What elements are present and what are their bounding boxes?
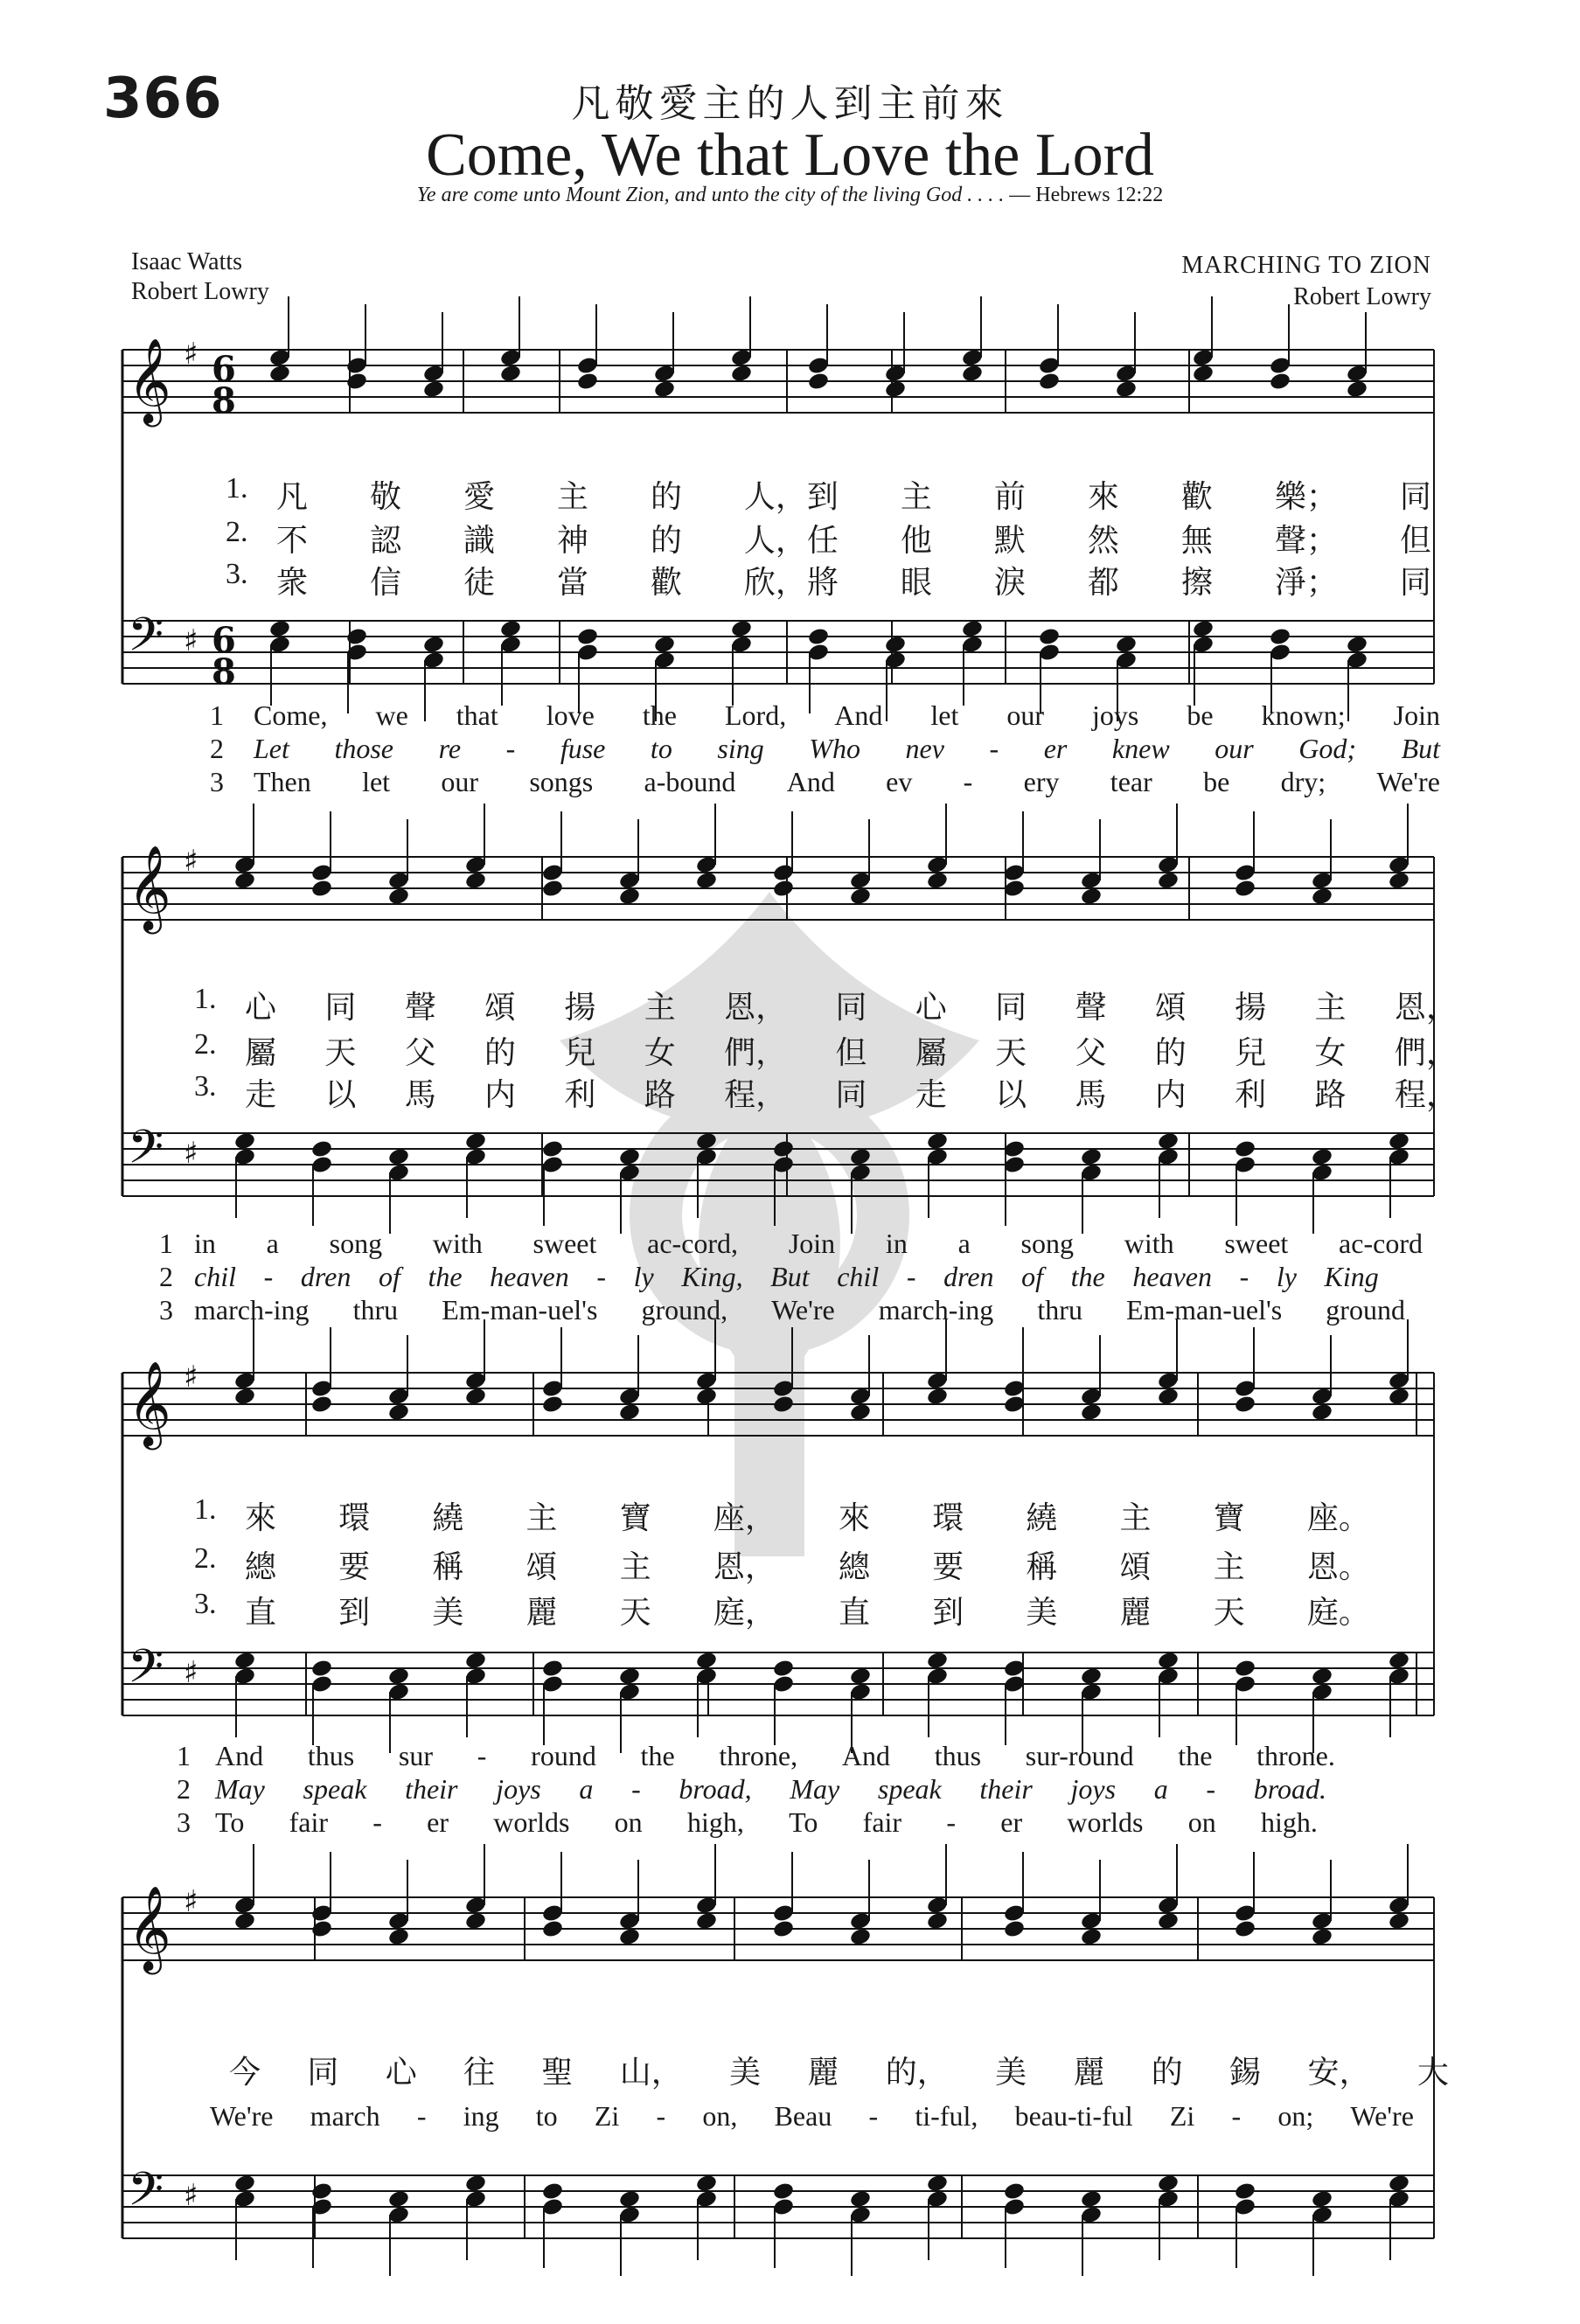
note-head xyxy=(772,1139,795,1159)
note-head xyxy=(499,619,522,639)
note-head xyxy=(772,1395,795,1415)
note-head xyxy=(1346,635,1368,655)
note-head xyxy=(1311,1402,1333,1423)
lyric-text: 不 認 識 神 的 人，任 他 默 然 無 聲； 但 xyxy=(276,523,1431,559)
note-head xyxy=(772,1919,795,1939)
note-head xyxy=(576,372,599,392)
note-head xyxy=(1080,2189,1103,2209)
note-head xyxy=(884,635,907,655)
note-head xyxy=(730,364,753,384)
note-head xyxy=(464,1387,487,1407)
note-head xyxy=(695,1131,718,1152)
note-head xyxy=(1234,1139,1256,1159)
verse-number: 2. xyxy=(194,1542,217,1575)
time-signature-top: 6 xyxy=(212,349,236,390)
note-head xyxy=(1192,364,1215,384)
key-signature-sharp: ♯ xyxy=(184,1360,198,1395)
lyric-text: 屬 天 父 的 兒 女 們， 但 屬 天 父 的 兒 女 們， xyxy=(245,1035,1458,1071)
lyric-text: 直 到 美 麗 天 庭， 直 到 美 麗 天 庭。 xyxy=(245,1595,1370,1631)
note-head xyxy=(884,379,907,400)
verse-number: 3 xyxy=(210,766,224,797)
note-head xyxy=(1157,1911,1180,1931)
note-head xyxy=(233,1911,256,1931)
note-head xyxy=(345,372,368,392)
note-head xyxy=(1388,1131,1410,1152)
verse-number: 2 xyxy=(177,1773,191,1805)
lyric-text: Let those re - fuse to sing Who nev - er knew our God; But xyxy=(254,733,1440,764)
lyric-text: 凡 敬 愛 主 的 人，到 主 前 來 歡 樂； 同 xyxy=(276,479,1431,515)
note-head xyxy=(1038,372,1061,392)
note-head xyxy=(310,1395,333,1415)
note-head xyxy=(1080,887,1103,907)
hymn-number: 366 xyxy=(103,66,223,131)
note-head xyxy=(1234,2181,1256,2202)
treble-clef-icon: 𝄞 xyxy=(128,337,171,423)
note-head xyxy=(1115,379,1138,400)
note-head xyxy=(695,2174,718,2194)
verse-number: 3 xyxy=(177,1806,191,1838)
note-head xyxy=(961,364,984,384)
note-head xyxy=(730,619,753,639)
note-head xyxy=(1157,2174,1180,2194)
note-head xyxy=(618,1147,641,1167)
note-head xyxy=(422,635,445,655)
note-head xyxy=(387,1666,410,1687)
epigraph-reference: — Hebrews 12:22 xyxy=(1009,184,1164,206)
note-head xyxy=(464,871,487,891)
note-head xyxy=(576,627,599,647)
note-head xyxy=(1311,2189,1333,2209)
note-head xyxy=(849,1927,872,1947)
note-head xyxy=(1388,1651,1410,1671)
note-head xyxy=(618,1927,641,1947)
note-head xyxy=(849,1147,872,1167)
note-head xyxy=(618,887,641,907)
note-head xyxy=(1346,379,1368,400)
bass-clef-icon: 𝄢 xyxy=(128,1640,164,1705)
note-head xyxy=(310,1919,333,1939)
note-head xyxy=(345,627,368,647)
note-head xyxy=(1157,871,1180,891)
note-head xyxy=(1115,635,1138,655)
lyric-text: 衆 信 徒 當 歡 欣，將 眼 淚 都 擦 淨； 同 xyxy=(276,565,1431,601)
note-head xyxy=(1003,1919,1026,1939)
verse-number: 3 xyxy=(159,1294,173,1326)
verse-number: 2 xyxy=(159,1261,173,1292)
note-head xyxy=(849,1402,872,1423)
bass-clef-icon: 𝄢 xyxy=(128,609,164,673)
note-head xyxy=(464,2174,487,2194)
note-head xyxy=(1157,1131,1180,1152)
lyric-text: march-ing thru Em-man-uel's ground, We're march-ing thru Em-man-uel's ground xyxy=(194,1294,1405,1326)
note-head xyxy=(464,1131,487,1152)
key-signature-sharp: ♯ xyxy=(184,623,198,658)
note-head xyxy=(1311,1927,1333,1947)
lyric-text: 走 以 馬 内 利 路 程， 同 走 以 馬 内 利 路 程， xyxy=(245,1077,1458,1113)
time-signature-bottom: 8 xyxy=(212,651,236,692)
note-head xyxy=(1311,1666,1333,1687)
note-head xyxy=(541,2181,564,2202)
treble-clef-icon: 𝄞 xyxy=(128,1360,171,1446)
note-head xyxy=(464,1911,487,1931)
time-signature-top: 6 xyxy=(212,620,236,661)
note-head xyxy=(849,887,872,907)
lyricist-name: Isaac Watts xyxy=(131,248,243,275)
note-head xyxy=(695,1911,718,1931)
note-head xyxy=(1234,1659,1256,1679)
note-head xyxy=(541,1395,564,1415)
note-head xyxy=(233,2174,256,2194)
note-head xyxy=(541,879,564,899)
treble-clef-icon: 𝄞 xyxy=(128,1885,171,1971)
note-head xyxy=(807,372,830,392)
note-head xyxy=(541,1919,564,1939)
note-head xyxy=(695,871,718,891)
note-head xyxy=(233,1651,256,1671)
treble-clef-icon: 𝄞 xyxy=(128,845,171,930)
note-head xyxy=(387,2189,410,2209)
time-signature-bottom: 8 xyxy=(212,380,236,421)
note-head xyxy=(1234,1919,1256,1939)
note-head xyxy=(541,1659,564,1679)
key-signature-sharp: ♯ xyxy=(184,1884,198,1919)
note-head xyxy=(926,2174,949,2194)
note-head xyxy=(1157,1651,1180,1671)
note-head xyxy=(233,871,256,891)
key-signature-sharp: ♯ xyxy=(184,337,198,372)
note-head xyxy=(310,2181,333,2202)
lyric-text: May speak their joys a - broad, May speak their joys a - broad. xyxy=(215,1773,1326,1805)
note-head xyxy=(1080,1147,1103,1167)
lyric-text: 心 同 聲 頌 揚 主 恩， 同 心 同 聲 頌 揚 主 恩， xyxy=(245,990,1458,1026)
note-head xyxy=(772,879,795,899)
note-head xyxy=(499,364,522,384)
note-head xyxy=(849,2189,872,2209)
note-head xyxy=(1311,1147,1333,1167)
note-head xyxy=(233,1131,256,1152)
note-head xyxy=(1388,1911,1410,1931)
note-head xyxy=(618,1402,641,1423)
verse-number: 2. xyxy=(226,516,248,548)
note-head xyxy=(653,635,676,655)
lyric-text: Come, we that love the Lord, And let our joys be known; Join xyxy=(254,699,1440,731)
note-head xyxy=(268,619,291,639)
verse-number: 1. xyxy=(194,983,217,1015)
note-head xyxy=(1192,619,1215,639)
note-head xyxy=(926,1911,949,1931)
note-head xyxy=(1311,887,1333,907)
note-head xyxy=(387,887,410,907)
note-head xyxy=(653,379,676,400)
note-head xyxy=(1234,1395,1256,1415)
note-head xyxy=(387,1402,410,1423)
lyric-text: And thus sur - round the throne, And thus sur-round the throne. xyxy=(215,1740,1335,1771)
key-signature-sharp: ♯ xyxy=(184,1655,198,1690)
note-head xyxy=(926,871,949,891)
note-head xyxy=(1080,1666,1103,1687)
note-head xyxy=(1269,627,1291,647)
lyric-text: chil - dren of the heaven - ly King, But chil - dren of the heaven - ly King xyxy=(194,1261,1379,1292)
epigraph-text: Ye are come unto Mount Zion, and unto the city of the living God . . . . xyxy=(416,184,1005,206)
note-head xyxy=(1038,627,1061,647)
note-head xyxy=(961,619,984,639)
verse-number: 3. xyxy=(194,1588,217,1620)
note-head xyxy=(422,379,445,400)
composer-name: Robert Lowry xyxy=(1293,283,1431,310)
lyric-text: 今 同 心 往 聖 山， 美 麗 的， 美 麗 的 錫 安， 大 xyxy=(229,2055,1449,2091)
lyric-text: in a song with sweet ac-cord, Join in a song with sweet ac-cord xyxy=(194,1228,1423,1259)
note-head xyxy=(1388,871,1410,891)
verse-number: 1 xyxy=(177,1740,191,1771)
note-head xyxy=(310,1139,333,1159)
note-head xyxy=(926,1651,949,1671)
note-head xyxy=(926,1387,949,1407)
verse-number: 3. xyxy=(226,558,248,590)
note-head xyxy=(1003,2181,1026,2202)
note-head xyxy=(618,2189,641,2209)
verse-number: 3. xyxy=(194,1070,217,1103)
key-signature-sharp: ♯ xyxy=(184,2178,198,2213)
note-head xyxy=(1080,1927,1103,1947)
key-signature-sharp: ♯ xyxy=(184,844,198,879)
hymn-title-english: Come, We that Love the Lord xyxy=(426,122,1154,189)
lyric-text: 來 環 繞 主 寶 座， 來 環 繞 主 寶 座。 xyxy=(245,1500,1370,1536)
note-head xyxy=(772,2181,795,2202)
note-head xyxy=(1080,1402,1103,1423)
note-head xyxy=(1234,879,1256,899)
lyric-text: Then let our songs a-bound And ev - ery tear be dry; We're xyxy=(254,766,1440,797)
note-head xyxy=(1388,1387,1410,1407)
lyric-text: We're march - ing to Zi - on, Beau - ti-ful, beau-ti-ful Zi - on; We're xyxy=(210,2100,1414,2132)
verse-number: 2. xyxy=(194,1028,217,1061)
note-head xyxy=(926,1131,949,1152)
note-head xyxy=(1157,1387,1180,1407)
verse-number: 1 xyxy=(210,699,224,731)
note-head xyxy=(268,364,291,384)
note-head xyxy=(233,1387,256,1407)
verse-number: 1. xyxy=(194,1493,217,1526)
verse-number: 2 xyxy=(210,733,224,764)
note-head xyxy=(541,1139,564,1159)
hymn-title-chinese: 凡敬愛主的人到主前來 xyxy=(571,81,1009,126)
note-head xyxy=(464,1651,487,1671)
note-head xyxy=(1388,2174,1410,2194)
verse-number: 1. xyxy=(226,472,248,504)
note-head xyxy=(849,1666,872,1687)
bass-clef-icon: 𝄢 xyxy=(128,2163,164,2228)
tune-name: MARCHING TO ZION xyxy=(1181,252,1431,279)
note-head xyxy=(310,879,333,899)
note-head xyxy=(695,1651,718,1671)
note-head xyxy=(310,1659,333,1679)
note-head xyxy=(807,627,830,647)
note-head xyxy=(1269,372,1291,392)
note-head xyxy=(387,1927,410,1947)
note-head xyxy=(618,1666,641,1687)
lyricist-name-secondary: Robert Lowry xyxy=(131,278,269,305)
key-signature-sharp: ♯ xyxy=(184,1136,198,1171)
bass-clef-icon: 𝄢 xyxy=(128,1121,164,1186)
verse-number: 1 xyxy=(159,1228,173,1259)
lyric-text: To fair - er worlds on high, To fair - er worlds on high. xyxy=(215,1806,1318,1838)
note-head xyxy=(695,1387,718,1407)
note-head xyxy=(772,1659,795,1679)
lyric-text: 總 要 稱 頌 主 恩， 總 要 稱 頌 主 恩。 xyxy=(245,1549,1370,1585)
note-head xyxy=(387,1147,410,1167)
